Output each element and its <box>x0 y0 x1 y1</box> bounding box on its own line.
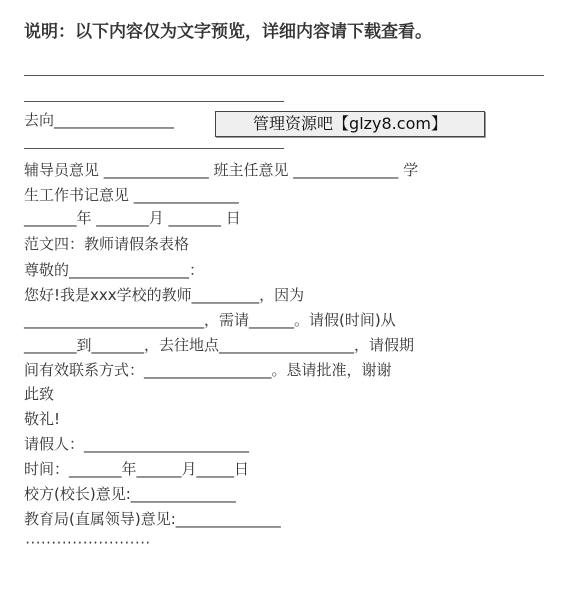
ellipsis-dots: ························ <box>24 536 150 550</box>
separator-line <box>24 75 544 76</box>
time-line: 时间：_______年______月_____日 <box>24 460 250 478</box>
example-heading: 范文四：教师请假条表格 <box>24 235 190 253</box>
date-line: _______年 _______月 _______ 日 <box>24 209 241 227</box>
greeting-line: 您好!我是xxx学校的教师_________，因为 <box>24 286 305 304</box>
counselor-opinion-line: 辅导员意见 ______________ 班主任意见 ______________ 学 <box>24 161 419 179</box>
leave-request-line: ________________________，需请______。请假(时间)从 <box>24 311 396 329</box>
separator-line-short <box>24 101 284 102</box>
bureau-opinion-line: 教育局(直属领导)意见:______________ <box>24 510 281 528</box>
secretary-opinion-line: 生工作书记意见 ______________ <box>24 186 239 204</box>
salutation-line: 尊敬的________________： <box>24 261 205 279</box>
site-watermark-link[interactable]: 管理资源吧【glzy8.com】 <box>215 111 485 137</box>
destination-detail-line: _______到_______，去往地点__________________，请假期 <box>24 336 415 354</box>
closing-cizhi: 此致 <box>24 385 55 403</box>
closing-jingli: 敬礼! <box>24 410 61 428</box>
separator-line-short-2 <box>24 148 284 149</box>
destination-line: 去向________________ <box>24 111 175 129</box>
principal-opinion-line: 校方(校长)意见:______________ <box>24 485 236 503</box>
applicant-line: 请假人：______________________ <box>24 435 250 453</box>
contact-line: 间有效联系方式：_________________。恳请批准，谢谢 <box>24 361 392 379</box>
download-notice: 说明：以下内容仅为文字预览，详细内容请下载查看。 <box>24 22 432 42</box>
